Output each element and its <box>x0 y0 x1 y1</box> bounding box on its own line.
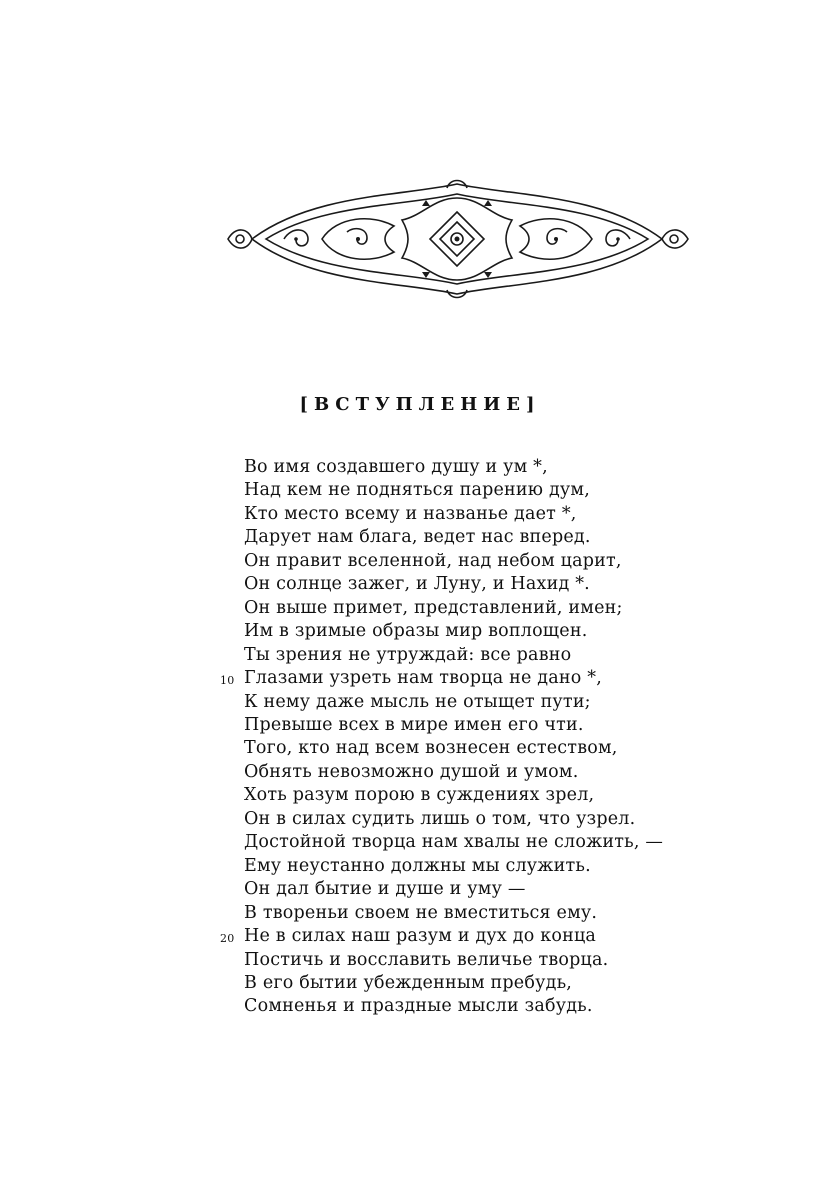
poem-line <box>244 526 663 549</box>
line-number: 10 <box>220 674 235 688</box>
poem-line <box>244 597 663 620</box>
poem-line-text: Достойной творца нам хвалы не сложить, — <box>244 832 664 853</box>
poem-line-text: Превыше всех в мире имен его чти. <box>244 714 584 735</box>
poem-line <box>244 949 663 972</box>
poem-line <box>244 691 663 714</box>
poem-line-text: Он правит вселенной, над небом царит, <box>244 550 622 571</box>
poem-line <box>220 925 663 948</box>
poem-line <box>244 644 663 667</box>
poem-line-text: Кто место всему и названье дает *, <box>244 503 577 524</box>
poem-line <box>244 995 663 1018</box>
poem-line <box>244 831 663 854</box>
poem-line-text: Он выше примет, представлений, имен; <box>244 597 623 618</box>
poem-line-text: Он солнце зажег, и Луну, и Нахид *. <box>244 574 590 595</box>
poem-line <box>244 550 663 573</box>
arabesque-ornament-icon <box>222 176 692 302</box>
section-heading: [ВСТУПЛЕНИЕ] <box>299 394 541 415</box>
poem-line-text: Того, кто над всем вознесен естеством, <box>244 738 618 759</box>
poem-line-text: Хоть разум порою в суждениях зрел, <box>244 785 595 806</box>
poem-line <box>244 972 663 995</box>
poem-line-text: Он дал бытие и душе и уму — <box>244 879 526 900</box>
poem-line-text: Ты зрения не утруждай: все равно <box>244 644 572 665</box>
poem-line <box>244 902 663 925</box>
line-number: 20 <box>220 932 235 946</box>
poem-line-text: Обнять невозможно душой и умом. <box>244 761 579 782</box>
poem-text <box>220 456 664 1019</box>
poem-line <box>244 573 663 596</box>
poem-line <box>244 737 663 760</box>
poem-line-text: Во имя создавшего душу и ум *, <box>244 457 548 477</box>
poem-line <box>244 479 663 502</box>
poem-line-text: Не в силах наш разум и дух до конца <box>244 926 597 947</box>
poem-line <box>244 855 663 878</box>
poem-line <box>244 620 663 643</box>
poem-line <box>244 503 663 526</box>
poem-line-text: Ему неустанно должны мы служить. <box>244 855 591 876</box>
poem-line-text: Дарует нам блага, ведет нас вперед. <box>244 527 591 548</box>
poem-line <box>244 761 663 784</box>
poem-line-text: В его бытии убежденным пребудь, <box>244 972 573 993</box>
poem-line-text: К нему даже мысль не отыщет пути; <box>244 691 591 712</box>
poem-line <box>244 456 663 479</box>
poem-line <box>220 667 663 690</box>
poem-line <box>244 808 663 831</box>
poem-line-text: Над кем не подняться парению дум, <box>244 480 591 501</box>
poem-line-text: Он в силах судить лишь о том, что узрел. <box>244 808 636 829</box>
poem-line-text: Сомненья и праздные мысли забудь. <box>244 996 593 1017</box>
poem-line <box>244 714 663 737</box>
poem-line <box>244 878 663 901</box>
poem-line-text: В твореньи своем не вместиться ему. <box>244 902 598 923</box>
poem-line-text: Глазами узреть нам творца не дано *, <box>244 668 602 689</box>
poem-line-text: Постичь и восславить величье творца. <box>244 949 609 970</box>
poem-line-text: Им в зримые образы мир воплощен. <box>244 621 588 642</box>
poem-line <box>244 784 663 807</box>
